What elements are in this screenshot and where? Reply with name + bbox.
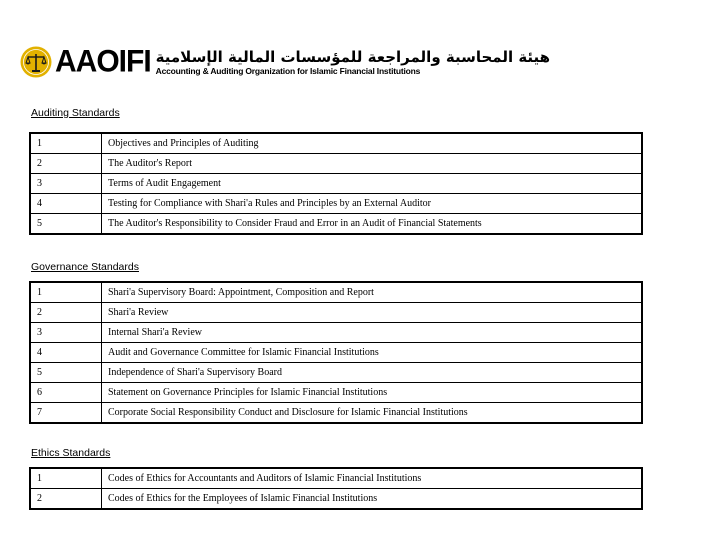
standard-number: 1 xyxy=(30,282,102,303)
standard-title: Internal Shari'a Review xyxy=(102,323,643,343)
table-row xyxy=(30,489,642,510)
table-row xyxy=(30,133,642,154)
standard-number: 6 xyxy=(30,383,102,403)
standard-title: Shari'a Review xyxy=(102,303,643,323)
standard-title: Audit and Governance Committee for Islamic Financial Institutions xyxy=(102,343,643,363)
standard-number: 5 xyxy=(30,363,102,383)
standard-title: Terms of Audit Engagement xyxy=(102,174,643,194)
aaoifi-logo xyxy=(20,42,550,82)
governance-standards-table xyxy=(29,281,643,424)
logo-english-name: Accounting & Auditing Organization for Islamic Financial Institutions xyxy=(155,65,421,76)
standard-title: Statement on Governance Principles for Islamic Financial Institutions xyxy=(102,383,643,403)
standard-title: Objectives and Principles of Auditing xyxy=(102,133,643,154)
table-row xyxy=(30,403,642,424)
standard-title: Codes of Ethics for the Employees of Islamic Financial Institutions xyxy=(102,489,643,510)
standard-number: 1 xyxy=(30,468,102,489)
standard-number: 4 xyxy=(30,194,102,214)
table-row xyxy=(30,303,642,323)
standard-number: 4 xyxy=(30,343,102,363)
table-row xyxy=(30,214,642,235)
table-row xyxy=(30,154,642,174)
standard-title: Shari'a Supervisory Board: Appointment, Composition and Report xyxy=(102,282,643,303)
standard-number: 2 xyxy=(30,303,102,323)
ethics-standards-table xyxy=(29,467,643,510)
standard-number: 3 xyxy=(30,174,102,194)
table-row xyxy=(30,323,642,343)
table-row xyxy=(30,282,642,303)
section-title-ethics: Ethics Standards xyxy=(31,447,111,459)
standard-title: Independence of Shari'a Supervisory Board xyxy=(102,363,643,383)
auditing-standards-table xyxy=(29,132,643,235)
standard-number: 3 xyxy=(30,323,102,343)
table-row xyxy=(30,174,642,194)
standard-title: Testing for Compliance with Shari'a Rules and Principles by an External Auditor xyxy=(102,194,643,214)
logo-arabic-name: هيئة المحاسبة والمراجعة للمؤسسات المالية الإسلامية xyxy=(155,47,551,66)
table-row xyxy=(30,383,642,403)
standard-title: The Auditor's Report xyxy=(102,154,643,174)
standard-number: 7 xyxy=(30,403,102,424)
standard-number: 5 xyxy=(30,214,102,235)
section-title-auditing: Auditing Standards xyxy=(31,107,120,119)
table-row xyxy=(30,363,642,383)
standard-number: 1 xyxy=(30,133,102,154)
table-row xyxy=(30,343,642,363)
standard-title: Corporate Social Responsibility Conduct and Disclosure for Islamic Financial Institutions xyxy=(102,403,643,424)
logo-abbreviation: AAOIFI xyxy=(55,44,151,79)
table-row xyxy=(30,468,642,489)
standard-number: 2 xyxy=(30,489,102,510)
table-row xyxy=(30,194,642,214)
standard-title: Codes of Ethics for Accountants and Auditors of Islamic Financial Institutions xyxy=(102,468,643,489)
standard-title: The Auditor's Responsibility to Consider Fraud and Error in an Audit of Financial Statements xyxy=(102,214,643,235)
standard-number: 2 xyxy=(30,154,102,174)
scales-seal-icon xyxy=(20,46,52,78)
section-title-governance: Governance Standards xyxy=(31,261,139,273)
